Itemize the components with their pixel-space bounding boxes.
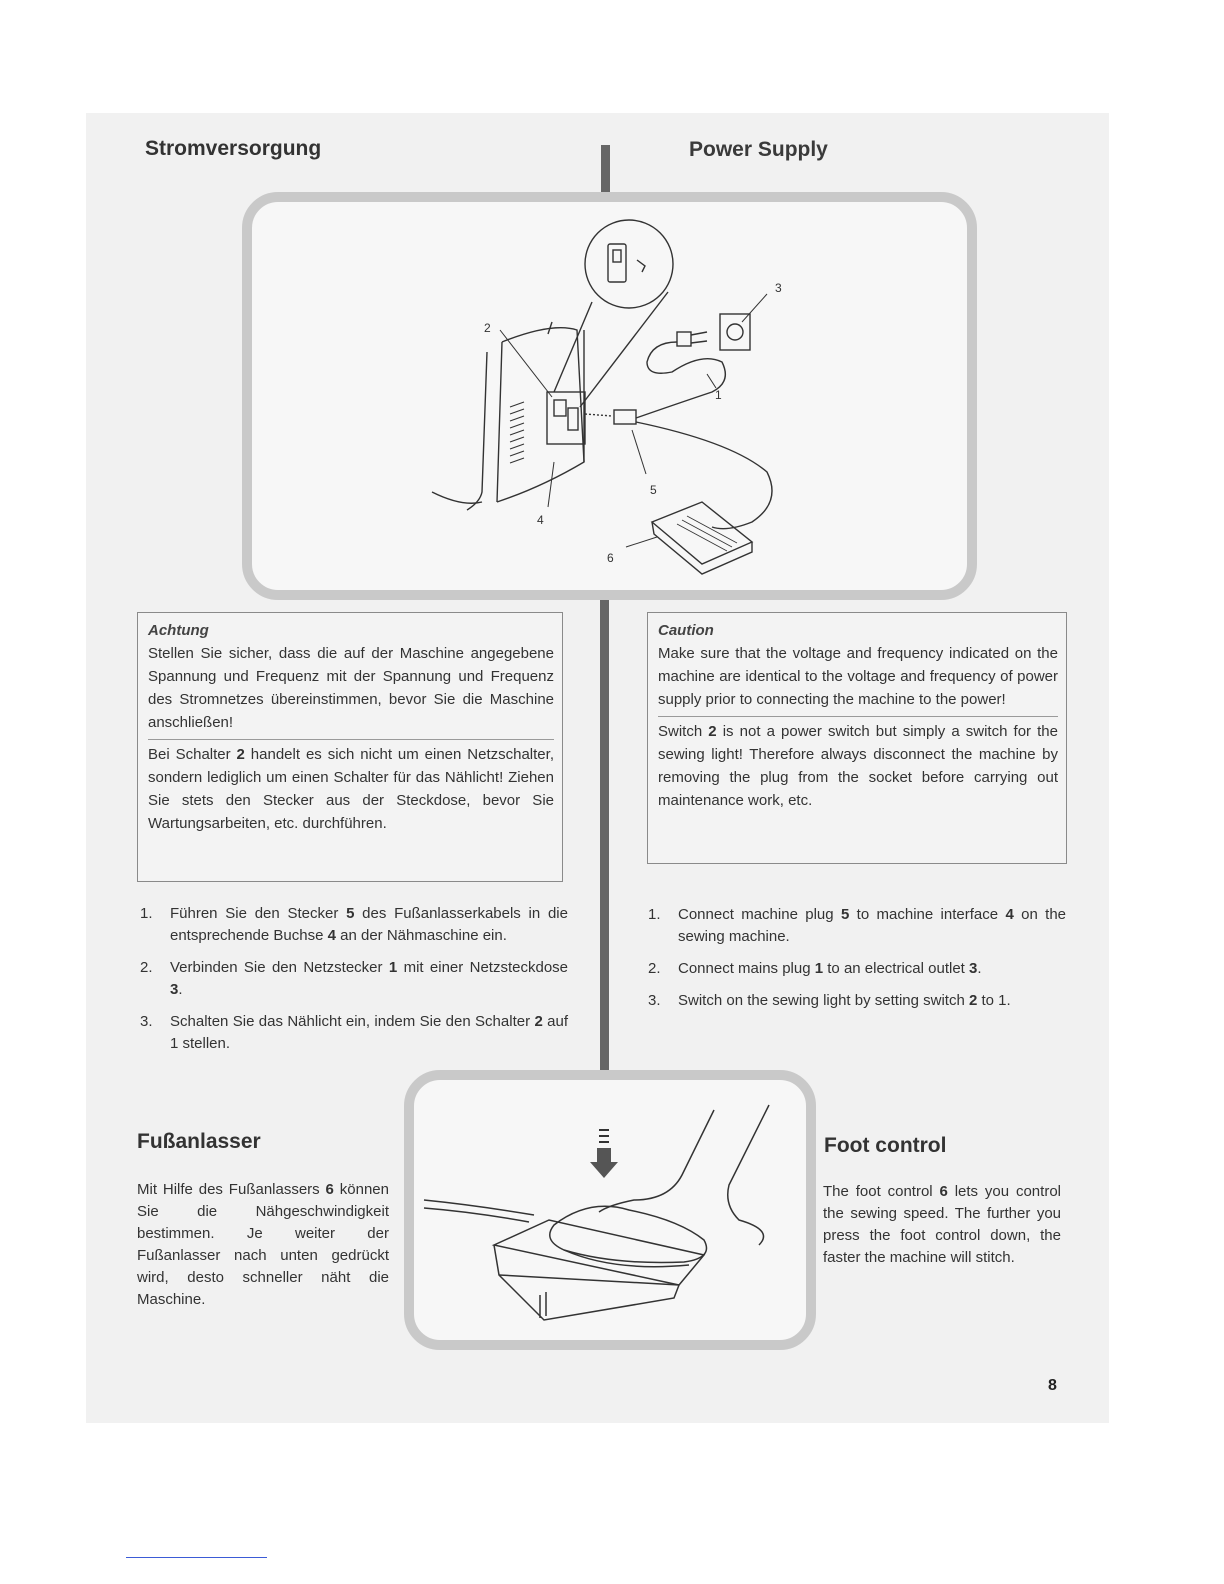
callout-3: 3 [775,281,782,295]
leg-outline [599,1110,714,1212]
caution-box-de [137,612,563,882]
caution-de-para2: Bei Schalter 2 handelt es sich nicht um einen Netzschalter, sondern lediglich um einen Schalter für das Nählicht! Ziehen Sie stets den Stecker aus der Steckdose, bevor Sie Wartungsarbeiten, etc. durchführen. [148,746,554,832]
switch-detail-circle [585,220,673,308]
list-item: 1. Connect machine plug 5 to machine interface 4 on the sewing machine. [648,906,1067,945]
caution-en-para1: Make sure that the voltage and frequency indicated on the machine are identical to the voltage and frequency of power supply prior to connecting the machine to the power! [658,645,1058,708]
steps-list-en [648,904,1066,1022]
foot-on-pedal-illustration [414,1080,806,1340]
caution-title-en: Caution [658,622,714,639]
caution-en-separator [658,716,1058,717]
caution-de-para1: Stellen Sie sicher, dass die auf der Maschine angegebene Spannung und Frequenz mit der Spannung und Frequenz des Stromnetzes übereinstimmen, bevor Sie die Maschine anschließen! [148,645,554,731]
sewing-machine-power-illustration [252,202,967,590]
heading-power-supply: Power Supply [689,138,828,161]
callout-6: 6 [607,551,614,565]
callout-2: 2 [484,321,491,335]
caution-en-para2: Switch 2 is not a power switch but simply a switch for the sewing light! Therefore always disconnect the machine by removing the plug from the socket before carrying out maintenance work, etc. [658,723,1058,809]
heading-stromversorgung: Stromversorgung [145,137,322,160]
list-item: 2. Verbinden Sie den Netzstecker 1 mit einer Netzsteckdose 3. [140,959,569,998]
list-item: 3. Schalten Sie das Nählicht ein, indem Sie den Schalter 2 auf 1 stellen. [140,1013,568,1052]
list-item: 1. Führen Sie den Stecker 5 des Fußanlasserkabels in die entsprechende Buchse 4 an der Nähmaschine ein. [140,905,568,944]
foot-pedal-icon [652,502,752,564]
list-item: 2. Connect mains plug 1 to an electrical outlet 3. [648,960,982,977]
caution-de-separator [148,739,554,740]
callout-4: 4 [537,513,544,527]
caution-title-de: Achtung [148,622,209,639]
foot-control-illustration-panel [404,1070,816,1350]
steps-list-de [140,903,568,1065]
foot-control-text-en: The foot control 6 lets you control the sewing speed. The further you press the foot control down, the faster the machine will stitch. [823,1183,1061,1266]
callout-1: 1 [715,388,722,402]
center-divider-middle [600,592,609,1072]
machine-plug-icon [614,410,636,424]
page-number: 8 [1048,1377,1057,1394]
heading-fussanlasser: Fußanlasser [137,1130,261,1153]
caution-box-en [647,612,1067,864]
footer-rule [126,1557,267,1558]
pedal-top [494,1220,704,1285]
power-supply-illustration-panel [242,192,977,600]
press-down-arrow-icon [590,1148,618,1178]
list-item: 3. Switch on the sewing light by setting switch 2 to 1. [648,992,1011,1009]
wall-outlet-icon [720,314,750,350]
foot-control-text-de: Mit Hilfe des Fußanlassers 6 können Sie die Nähgeschwindigkeit bestimmen. Je weiter der Fußanlasser nach unten gedrückt wird, desto schneller näht die Maschine. [137,1181,389,1308]
callout-5: 5 [650,483,657,497]
heading-foot-control: Foot control [824,1134,947,1157]
mains-plug-icon [677,332,691,346]
